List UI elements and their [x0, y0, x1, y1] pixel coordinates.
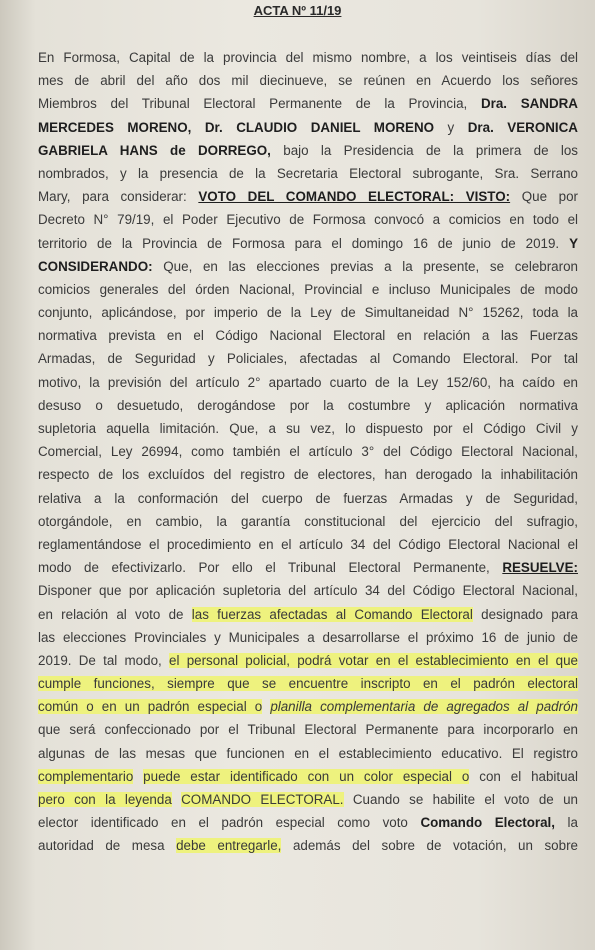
highlighted-text: COMANDO ELECTORAL.	[181, 792, 344, 807]
body-line: otorgándole, en cambio, la garantía constitucional del ejercicio del sufragio,	[38, 513, 578, 529]
highlighted-text: cumple funciones, siempre que se encuentre inscripto en el padrón electoral	[38, 676, 578, 692]
body-line: normativa prevista en el Código Nacional Electoral en relación a las Fuerzas	[38, 328, 578, 344]
body-line: autoridad de mesa debe entregarle, además del sobre de votación, un sobre	[38, 838, 578, 854]
highlighted-text: planilla complementaria de agregados al padrón	[270, 699, 578, 715]
body-line: desuso o desuetudo, derogándose por la costumbre y aplicación normativa	[38, 397, 578, 413]
body-line: Comercial, Ley 26994, como también el artículo 3° del Código Electoral Nacional,	[38, 444, 578, 460]
body-line: 2019. De tal modo, el personal policial, podrá votar en el establecimiento en el que	[38, 652, 578, 668]
highlighted-text: puede estar identificado con un color especial o	[143, 768, 470, 784]
body-line	[38, 695, 578, 718]
body-line: Miembros del Tribunal Electoral Permanente de la Provincia, Dra. SANDRA	[38, 96, 578, 112]
body-line: elector identificado en el padrón especial como voto Comando Electoral, la	[38, 815, 578, 831]
highlighted-text: complementario	[38, 768, 134, 784]
body-line: mes de abril del año dos mil diecinueve, se reúnen en Acuerdo los señores	[38, 73, 578, 89]
body-line: algunas de las mesas que funcionen en el establecimiento educativo. El registro	[38, 745, 578, 761]
document-title: ACTA Nº 11/19	[253, 3, 342, 18]
highlighted-text: las fuerzas afectadas al Comando Electoral	[191, 606, 473, 622]
body-line: reglamentándose el procedimiento en el artículo 34 del Código Electoral Nacional el	[38, 536, 578, 552]
body-line: en relación al voto de las fuerzas afectadas al Comando Electoral designado para	[38, 606, 578, 622]
body-line: En Formosa, Capital de la provincia del mismo nombre, a los veintiseis días del	[38, 50, 578, 65]
highlighted-text: pero con la leyenda	[38, 792, 172, 807]
body-line: pero con la leyenda COMANDO ELECTORAL. Cuando se habilite el voto de un	[38, 792, 578, 807]
body-line: Armadas, de Seguridad y Policiales, afectadas al Comando Electoral. Por tal	[38, 351, 578, 367]
body-line: MERCEDES MORENO, Dr. CLAUDIO DANIEL MORENO y Dra. VERONICA	[38, 119, 578, 135]
body-line: Decreto N° 79/19, el Poder Ejecutivo de Formosa convocó a comicios en todo el	[38, 212, 578, 228]
document-body	[38, 46, 578, 858]
body-line: Disponer que por aplicación supletoria del artículo 34 del Código Electoral Nacional,	[38, 583, 578, 599]
body-line	[38, 672, 578, 695]
body-line: respecto de los excluídos del registro de electores, han derogado la inhabilitación	[38, 467, 578, 483]
body-line: las elecciones Provinciales y Municipales a desarrollarse el próximo 16 de junio de	[38, 629, 578, 645]
body-line: nombrados, y la presencia de la Secretaria Electoral subrogante, Sra. Serrano	[38, 165, 578, 181]
body-line: motivo, la previsión del artículo 2° apartado cuarto de la Ley 152/60, ha caído en	[38, 374, 578, 390]
body-line: que será confeccionado por el Tribunal Electoral Permanente para incorporarlo en	[38, 722, 578, 738]
body-line: supletoria aquella limitación. Que, a su vez, lo dispuesto por el Código Civil y	[38, 421, 578, 436]
highlighted-text: el personal policial, podrá votar en el establecimiento en el que	[169, 652, 578, 668]
body-line: conjunto, aplicándose, por imperio de la Ley de Simultaneidad N° 15262, toda la	[38, 305, 578, 321]
body-line: GABRIELA HANS de DORREGO, bajo la Presidencia de la primera de los	[38, 142, 578, 158]
body-line: territorio de la Provincia de Formosa para el domingo 16 de junio de 2019. Y	[38, 235, 578, 251]
highlighted-text: debe entregarle,	[176, 838, 282, 854]
body-line: complementario puede estar identificado con un color especial o con el habitual	[38, 768, 578, 784]
body-line: CONSIDERANDO: Que, en las elecciones previas a la presente, se celebraron	[38, 258, 578, 274]
body-line: Mary, para considerar: VOTO DEL COMANDO ELECTORAL: VISTO: Que por	[38, 189, 578, 205]
body-line: modo de efectivizarlo. Por ello el Tribunal Electoral Permanente, RESUELVE:	[38, 560, 578, 576]
body-line: relativa a la conformación del cuerpo de fuerzas Armadas y de Seguridad,	[38, 490, 578, 506]
body-line: comicios generales del órden Nacional, Provincial e incluso Municipales de modo	[38, 281, 578, 297]
highlighted-text: común o en un padrón especial o	[38, 699, 263, 715]
